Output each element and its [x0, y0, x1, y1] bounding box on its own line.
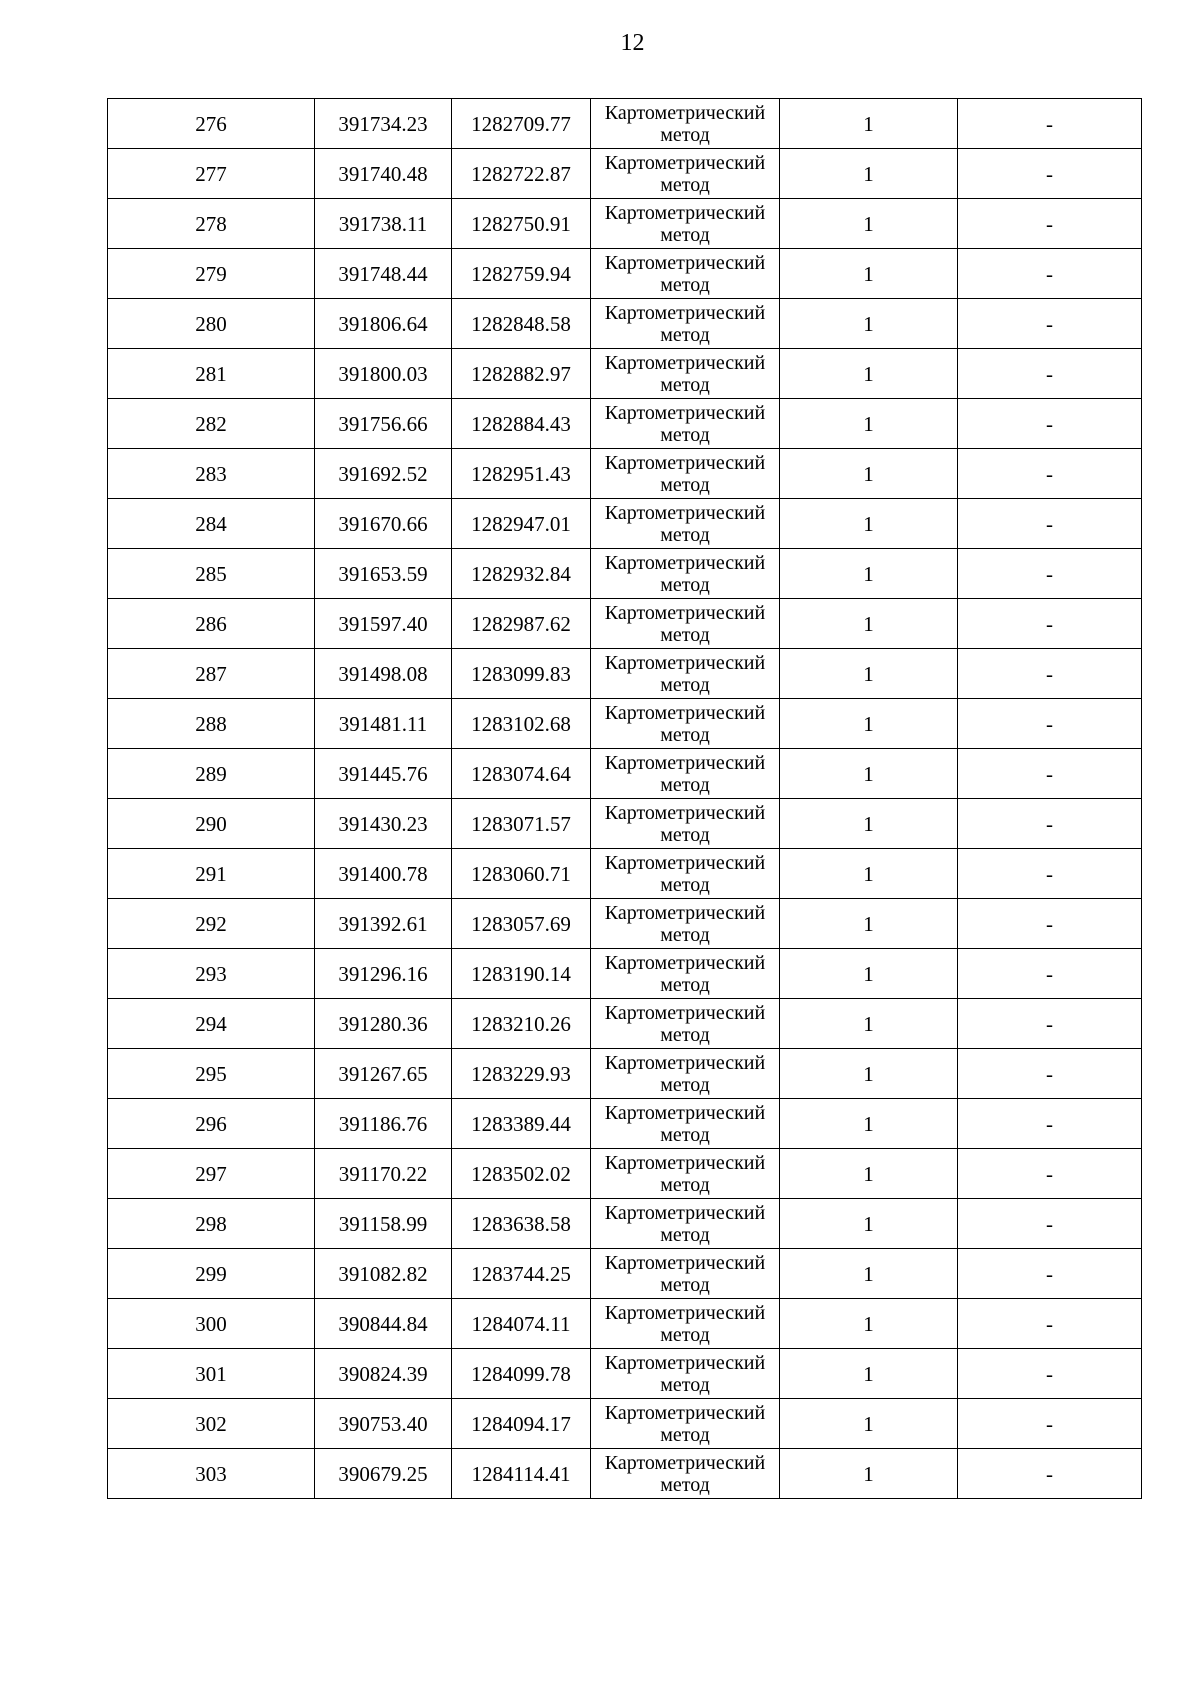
x-coordinate-cell: 391692.52	[315, 449, 452, 499]
accuracy-cell: 1	[780, 899, 958, 949]
x-coordinate-cell: 391186.76	[315, 1099, 452, 1149]
note-cell: -	[958, 799, 1142, 849]
table-row	[108, 949, 1142, 999]
y-coordinate-cell: 1283190.14	[452, 949, 591, 999]
y-coordinate-cell: 1282951.43	[452, 449, 591, 499]
x-coordinate-cell: 391392.61	[315, 899, 452, 949]
note-cell: -	[958, 549, 1142, 599]
y-coordinate-cell: 1282882.97	[452, 349, 591, 399]
method-cell: Картометрический метод	[591, 699, 780, 749]
accuracy-cell: 1	[780, 999, 958, 1049]
method-cell: Картометрический метод	[591, 849, 780, 899]
note-cell: -	[958, 1049, 1142, 1099]
y-coordinate-cell: 1283099.83	[452, 649, 591, 699]
point-number-cell: 302	[108, 1399, 315, 1449]
table-row	[108, 299, 1142, 349]
table-row	[108, 649, 1142, 699]
note-cell: -	[958, 899, 1142, 949]
y-coordinate-cell: 1282932.84	[452, 549, 591, 599]
point-number-cell: 299	[108, 1249, 315, 1299]
y-coordinate-cell: 1282709.77	[452, 99, 591, 149]
accuracy-cell: 1	[780, 1399, 958, 1449]
x-coordinate-cell: 391748.44	[315, 249, 452, 299]
point-number-cell: 285	[108, 549, 315, 599]
y-coordinate-cell: 1283502.02	[452, 1149, 591, 1199]
table-row	[108, 199, 1142, 249]
x-coordinate-cell: 391158.99	[315, 1199, 452, 1249]
note-cell: -	[958, 849, 1142, 899]
x-coordinate-cell: 391756.66	[315, 399, 452, 449]
x-coordinate-cell: 391806.64	[315, 299, 452, 349]
x-coordinate-cell: 391597.40	[315, 599, 452, 649]
method-cell: Картометрический метод	[591, 99, 780, 149]
y-coordinate-cell: 1283210.26	[452, 999, 591, 1049]
method-cell: Картометрический метод	[591, 949, 780, 999]
point-number-cell: 297	[108, 1149, 315, 1199]
y-coordinate-cell: 1283389.44	[452, 1099, 591, 1149]
method-cell: Картометрический метод	[591, 1049, 780, 1099]
table-row	[108, 249, 1142, 299]
note-cell: -	[958, 999, 1142, 1049]
table-row	[108, 899, 1142, 949]
accuracy-cell: 1	[780, 399, 958, 449]
y-coordinate-cell: 1282848.58	[452, 299, 591, 349]
method-cell: Картометрический метод	[591, 499, 780, 549]
point-number-cell: 288	[108, 699, 315, 749]
accuracy-cell: 1	[780, 1299, 958, 1349]
table-row	[108, 1099, 1142, 1149]
method-cell: Картометрический метод	[591, 1149, 780, 1199]
y-coordinate-cell: 1283638.58	[452, 1199, 591, 1249]
accuracy-cell: 1	[780, 1449, 958, 1499]
x-coordinate-cell: 391498.08	[315, 649, 452, 699]
table-row	[108, 799, 1142, 849]
x-coordinate-cell: 390679.25	[315, 1449, 452, 1499]
accuracy-cell: 1	[780, 1099, 958, 1149]
point-number-cell: 284	[108, 499, 315, 549]
page-number: 12	[620, 30, 645, 56]
accuracy-cell: 1	[780, 749, 958, 799]
y-coordinate-cell: 1284099.78	[452, 1349, 591, 1399]
note-cell: -	[958, 299, 1142, 349]
table-row	[108, 1299, 1142, 1349]
accuracy-cell: 1	[780, 349, 958, 399]
table-row	[108, 1199, 1142, 1249]
point-number-cell: 281	[108, 349, 315, 399]
point-number-cell: 286	[108, 599, 315, 649]
point-number-cell: 290	[108, 799, 315, 849]
accuracy-cell: 1	[780, 849, 958, 899]
method-cell: Картометрический метод	[591, 649, 780, 699]
table-row	[108, 549, 1142, 599]
method-cell: Картометрический метод	[591, 1399, 780, 1449]
accuracy-cell: 1	[780, 549, 958, 599]
method-cell: Картометрический метод	[591, 1349, 780, 1399]
table-row	[108, 1049, 1142, 1099]
point-number-cell: 292	[108, 899, 315, 949]
y-coordinate-cell: 1283071.57	[452, 799, 591, 849]
x-coordinate-cell: 391445.76	[315, 749, 452, 799]
note-cell: -	[958, 449, 1142, 499]
accuracy-cell: 1	[780, 1199, 958, 1249]
accuracy-cell: 1	[780, 99, 958, 149]
table-row	[108, 1149, 1142, 1199]
x-coordinate-cell: 391170.22	[315, 1149, 452, 1199]
point-number-cell: 296	[108, 1099, 315, 1149]
note-cell: -	[958, 1299, 1142, 1349]
y-coordinate-cell: 1283229.93	[452, 1049, 591, 1099]
note-cell: -	[958, 349, 1142, 399]
note-cell: -	[958, 1349, 1142, 1399]
x-coordinate-cell: 391800.03	[315, 349, 452, 399]
note-cell: -	[958, 399, 1142, 449]
table-row	[108, 1249, 1142, 1299]
x-coordinate-cell: 390824.39	[315, 1349, 452, 1399]
method-cell: Картометрический метод	[591, 1249, 780, 1299]
x-coordinate-cell: 391296.16	[315, 949, 452, 999]
x-coordinate-cell: 391430.23	[315, 799, 452, 849]
table-row	[108, 349, 1142, 399]
table-row	[108, 399, 1142, 449]
y-coordinate-cell: 1282947.01	[452, 499, 591, 549]
table-row	[108, 849, 1142, 899]
y-coordinate-cell: 1283057.69	[452, 899, 591, 949]
method-cell: Картометрический метод	[591, 799, 780, 849]
accuracy-cell: 1	[780, 599, 958, 649]
y-coordinate-cell: 1284094.17	[452, 1399, 591, 1449]
accuracy-cell: 1	[780, 649, 958, 699]
x-coordinate-cell: 391400.78	[315, 849, 452, 899]
x-coordinate-cell: 391734.23	[315, 99, 452, 149]
accuracy-cell: 1	[780, 149, 958, 199]
y-coordinate-cell: 1283060.71	[452, 849, 591, 899]
point-number-cell: 300	[108, 1299, 315, 1349]
table-row	[108, 1399, 1142, 1449]
point-number-cell: 280	[108, 299, 315, 349]
point-number-cell: 295	[108, 1049, 315, 1099]
table-row	[108, 599, 1142, 649]
y-coordinate-cell: 1284114.41	[452, 1449, 591, 1499]
x-coordinate-cell: 391740.48	[315, 149, 452, 199]
x-coordinate-cell: 391481.11	[315, 699, 452, 749]
y-coordinate-cell: 1283744.25	[452, 1249, 591, 1299]
method-cell: Картометрический метод	[591, 199, 780, 249]
method-cell: Картометрический метод	[591, 999, 780, 1049]
method-cell: Картометрический метод	[591, 1099, 780, 1149]
note-cell: -	[958, 1399, 1142, 1449]
method-cell: Картометрический метод	[591, 349, 780, 399]
x-coordinate-cell: 391082.82	[315, 1249, 452, 1299]
point-number-cell: 283	[108, 449, 315, 499]
point-number-cell: 287	[108, 649, 315, 699]
y-coordinate-cell: 1283102.68	[452, 699, 591, 749]
coordinates-table	[107, 98, 1142, 1499]
method-cell: Картометрический метод	[591, 749, 780, 799]
x-coordinate-cell: 391653.59	[315, 549, 452, 599]
y-coordinate-cell: 1282722.87	[452, 149, 591, 199]
table-row	[108, 1449, 1142, 1499]
y-coordinate-cell: 1282884.43	[452, 399, 591, 449]
method-cell: Картометрический метод	[591, 549, 780, 599]
table-row	[108, 99, 1142, 149]
point-number-cell: 291	[108, 849, 315, 899]
point-number-cell: 277	[108, 149, 315, 199]
y-coordinate-cell: 1282987.62	[452, 599, 591, 649]
note-cell: -	[958, 1249, 1142, 1299]
x-coordinate-cell: 391670.66	[315, 499, 452, 549]
note-cell: -	[958, 249, 1142, 299]
point-number-cell: 303	[108, 1449, 315, 1499]
accuracy-cell: 1	[780, 449, 958, 499]
method-cell: Картометрический метод	[591, 299, 780, 349]
note-cell: -	[958, 1449, 1142, 1499]
method-cell: Картометрический метод	[591, 599, 780, 649]
table-row	[108, 749, 1142, 799]
point-number-cell: 279	[108, 249, 315, 299]
x-coordinate-cell: 391267.65	[315, 1049, 452, 1099]
point-number-cell: 276	[108, 99, 315, 149]
table-row	[108, 149, 1142, 199]
note-cell: -	[958, 1199, 1142, 1249]
x-coordinate-cell: 391738.11	[315, 199, 452, 249]
accuracy-cell: 1	[780, 249, 958, 299]
method-cell: Картометрический метод	[591, 1299, 780, 1349]
point-number-cell: 278	[108, 199, 315, 249]
method-cell: Картометрический метод	[591, 1199, 780, 1249]
accuracy-cell: 1	[780, 799, 958, 849]
note-cell: -	[958, 199, 1142, 249]
point-number-cell: 282	[108, 399, 315, 449]
accuracy-cell: 1	[780, 299, 958, 349]
note-cell: -	[958, 149, 1142, 199]
x-coordinate-cell: 390753.40	[315, 1399, 452, 1449]
note-cell: -	[958, 499, 1142, 549]
accuracy-cell: 1	[780, 1249, 958, 1299]
accuracy-cell: 1	[780, 1049, 958, 1099]
accuracy-cell: 1	[780, 199, 958, 249]
point-number-cell: 301	[108, 1349, 315, 1399]
point-number-cell: 294	[108, 999, 315, 1049]
method-cell: Картометрический метод	[591, 149, 780, 199]
note-cell: -	[958, 599, 1142, 649]
note-cell: -	[958, 1149, 1142, 1199]
table-row	[108, 449, 1142, 499]
x-coordinate-cell: 390844.84	[315, 1299, 452, 1349]
note-cell: -	[958, 99, 1142, 149]
method-cell: Картометрический метод	[591, 449, 780, 499]
note-cell: -	[958, 699, 1142, 749]
method-cell: Картометрический метод	[591, 1449, 780, 1499]
method-cell: Картометрический метод	[591, 899, 780, 949]
accuracy-cell: 1	[780, 949, 958, 999]
table-row	[108, 699, 1142, 749]
point-number-cell: 293	[108, 949, 315, 999]
note-cell: -	[958, 649, 1142, 699]
note-cell: -	[958, 1099, 1142, 1149]
table-row	[108, 1349, 1142, 1399]
table-row	[108, 999, 1142, 1049]
y-coordinate-cell: 1283074.64	[452, 749, 591, 799]
y-coordinate-cell: 1282750.91	[452, 199, 591, 249]
y-coordinate-cell: 1284074.11	[452, 1299, 591, 1349]
table-row	[108, 499, 1142, 549]
x-coordinate-cell: 391280.36	[315, 999, 452, 1049]
y-coordinate-cell: 1282759.94	[452, 249, 591, 299]
accuracy-cell: 1	[780, 699, 958, 749]
accuracy-cell: 1	[780, 1349, 958, 1399]
accuracy-cell: 1	[780, 499, 958, 549]
table-body	[108, 99, 1142, 1499]
method-cell: Картометрический метод	[591, 249, 780, 299]
method-cell: Картометрический метод	[591, 399, 780, 449]
point-number-cell: 289	[108, 749, 315, 799]
note-cell: -	[958, 749, 1142, 799]
point-number-cell: 298	[108, 1199, 315, 1249]
note-cell: -	[958, 949, 1142, 999]
accuracy-cell: 1	[780, 1149, 958, 1199]
